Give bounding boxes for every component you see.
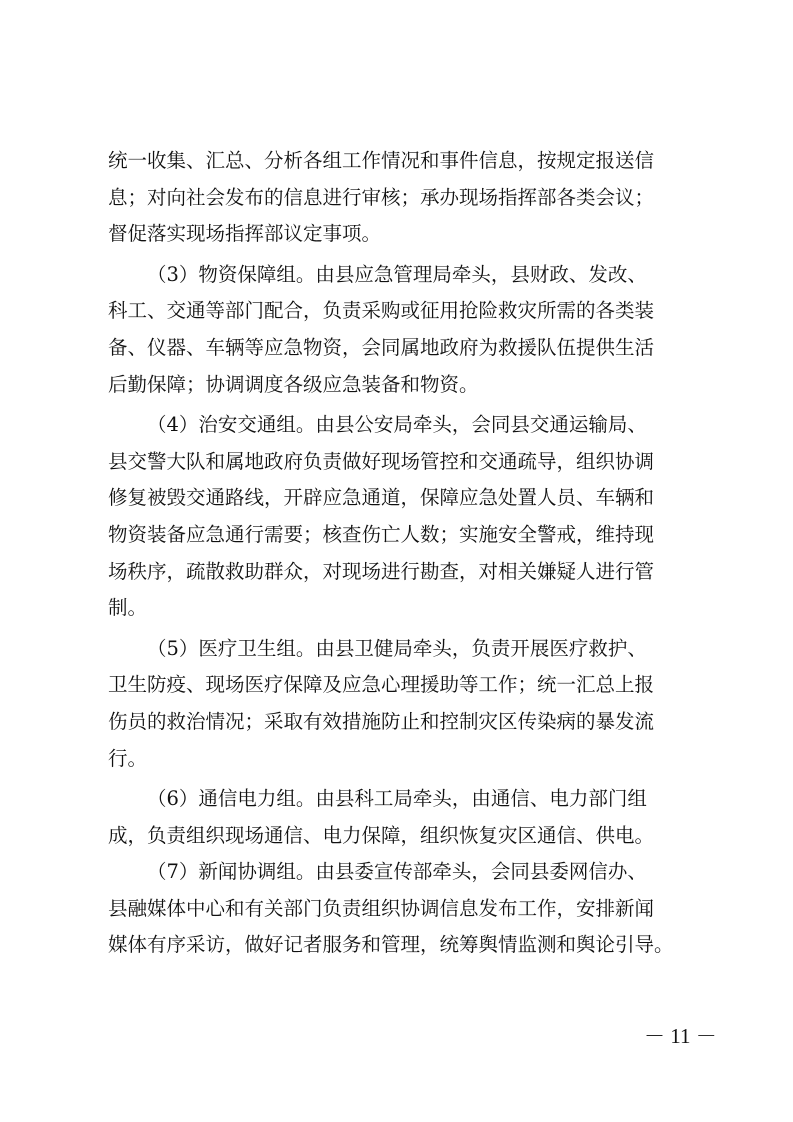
text-line: 物资装备应急通行需要；核查伤亡人数；实施安全警戒，维持现 (108, 522, 655, 546)
paragraph-supplies-group (108, 257, 698, 403)
paragraph-news-coordination-group (108, 854, 698, 964)
text-line: （4）治安交通组。由县公安局牵头，会同县交通运输局、 (147, 413, 647, 437)
text-line: （7）新闻协调组。由县委宣传部牵头，会同县委网信办、 (147, 860, 647, 884)
text-line: 息；对向社会发布的信息进行审核；承办现场指挥部各类会议； (108, 185, 655, 209)
text-line: 行。 (108, 746, 148, 770)
paragraph-communication-power-group (108, 781, 698, 854)
text-line: （3）物资保障组。由县应急管理局牵头，县财政、发改、 (147, 262, 647, 286)
paragraph-security-traffic-group (108, 407, 698, 627)
text-line: 卫生防疫、现场医疗保障及应急心理援助等工作；统一汇总上报 (108, 673, 655, 697)
text-line: 场秩序，疏散救助群众，对现场进行勘查，对相关嫌疑人进行管 (108, 559, 655, 583)
text-line: （6）通信电力组。由县科工局牵头，由通信、电力部门组 (147, 787, 647, 811)
text-line: 修复被毁交通路线，开辟应急通道，保障应急处置人员、车辆和 (108, 486, 655, 510)
text-line: 备、仪器、车辆等应急物资，会同属地政府为救援队伍提供生活 (108, 335, 655, 359)
text-line: 伤员的救治情况；采取有效措施防止和控制灾区传染病的暴发流 (108, 709, 655, 733)
text-line: 督促落实现场指挥部议定事项。 (108, 222, 382, 246)
text-line: 成，负责组织现场通信、电力保障，组织恢复灾区通信、供电。 (108, 823, 655, 847)
text-line: 县融媒体中心和有关部门负责组织协调信息发布工作，安排新闻 (108, 896, 655, 920)
body-text (108, 143, 698, 964)
text-line: 后勤保障；协调调度各级应急装备和物资。 (108, 372, 479, 396)
text-line: 媒体有序采访，做好记者服务和管理，统筹舆情监测和舆论引导。 (108, 933, 674, 957)
page-number: － 11 － (644, 1024, 717, 1048)
text-line: 统一收集、汇总、分析各组工作情况和事件信息，按规定报送信 (108, 149, 655, 172)
text-line: 制。 (108, 596, 148, 620)
text-line: 县交警大队和属地政府负责做好现场管控和交通疏导，组织协调 (108, 449, 655, 473)
paragraph-continuation (108, 143, 698, 253)
paragraph-medical-group (108, 631, 698, 777)
text-line: （5）医疗卫生组。由县卫健局牵头，负责开展医疗救护、 (147, 636, 647, 660)
text-line: 科工、交通等部门配合，负责采购或征用抢险救灾所需的各类装 (108, 299, 655, 323)
